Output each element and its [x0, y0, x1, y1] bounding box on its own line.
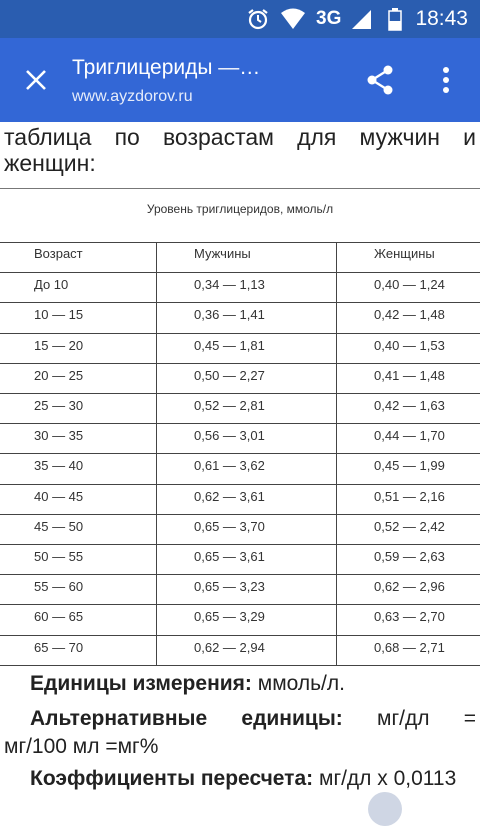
table-cell: 0,61 — 3,62 [194, 458, 265, 473]
table-cell: 0,45 — 1,99 [374, 458, 445, 473]
table-row-border [0, 363, 480, 364]
alt-units-paragraph [30, 707, 476, 731]
browser-toolbar [0, 38, 480, 122]
table-cell: 0,42 — 1,63 [374, 398, 445, 413]
status-bar [0, 0, 480, 38]
table-cell: 60 — 65 [34, 609, 84, 624]
table-row-border [0, 514, 480, 515]
page-title: Триглицериды —… [72, 56, 261, 79]
table-row-border [0, 544, 480, 545]
alt-units-value-2: мг/100 мл =мг% [4, 735, 159, 758]
table-cell: 0,63 — 2,70 [374, 609, 445, 624]
table-cell: 0,52 — 2,81 [194, 398, 265, 413]
conversion-value: мг/дл х 0,0113 [319, 767, 457, 790]
column-header: Возраст [34, 246, 83, 261]
close-icon [25, 69, 47, 91]
table-row-border [0, 604, 480, 605]
signal-icon [350, 0, 372, 38]
table-row-border [0, 393, 480, 394]
table-cell: 35 — 40 [34, 458, 84, 473]
table-cell: 10 — 15 [34, 307, 84, 322]
table-cell: 30 — 35 [34, 428, 84, 443]
table-cell: 0,40 — 1,53 [374, 338, 445, 353]
table-cell: 0,62 — 2,94 [194, 640, 265, 655]
table-cell: 0,50 — 2,27 [194, 368, 265, 383]
table-row-border [0, 484, 480, 485]
table-row-border [0, 635, 480, 636]
table-cell: 55 — 60 [34, 579, 84, 594]
more-vert-icon [442, 67, 450, 93]
table-cell: 0,65 — 3,61 [194, 549, 265, 564]
network-type: 3G [316, 8, 342, 29]
column-header: Мужчины [194, 246, 251, 261]
share-button[interactable] [358, 58, 402, 102]
page-url: www.ayzdorov.ru [72, 88, 193, 105]
table-row-border [0, 272, 480, 273]
battery-icon [388, 0, 402, 38]
share-icon [366, 65, 394, 95]
table-row-border [0, 453, 480, 454]
table-cell: До 10 [34, 277, 69, 292]
column-divider [156, 242, 157, 666]
units-label: Единицы измерения: [30, 672, 252, 695]
table-cell: 0,51 — 2,16 [374, 489, 445, 504]
table-cell: 15 — 20 [34, 338, 84, 353]
intro-text-line-1: таблица по возрастам для мужчин и [4, 124, 476, 150]
table-cell: 0,56 — 3,01 [194, 428, 265, 443]
column-header: Женщины [374, 246, 435, 261]
table-cell: 0,45 — 1,81 [194, 338, 265, 353]
intro-text-line-2: женщин: [4, 150, 96, 176]
column-divider [336, 242, 337, 666]
table-cell: 0,68 — 2,71 [374, 640, 445, 655]
table-cell: 40 — 45 [34, 489, 84, 504]
table-caption: Уровень триглицеридов, ммоль/л [146, 202, 334, 216]
table-cell: 45 — 50 [34, 519, 84, 534]
close-button[interactable] [12, 56, 60, 104]
table-cell: 0,40 — 1,24 [374, 277, 445, 292]
table-cell: 0,41 — 1,48 [374, 368, 445, 383]
table-cell: 50 — 55 [34, 549, 84, 564]
units-paragraph [30, 672, 345, 696]
table-cell: 0,34 — 1,13 [194, 277, 265, 292]
table-row-border [0, 302, 480, 303]
table-cell: 0,65 — 3,23 [194, 579, 265, 594]
table-row-border [0, 333, 480, 334]
table-cell: 0,52 — 2,42 [374, 519, 445, 534]
table-row-border [0, 574, 480, 575]
table-row-border [0, 423, 480, 424]
table-cell: 0,62 — 2,96 [374, 579, 445, 594]
table-cell: 0,65 — 3,29 [194, 609, 265, 624]
conversion-label: Коэффициенты пересчета: [30, 767, 314, 790]
table-top-border [0, 188, 480, 189]
table-cell: 0,59 — 2,63 [374, 549, 445, 564]
clock: 18:43 [415, 7, 468, 30]
table-cell: 0,65 — 3,70 [194, 519, 265, 534]
table-cell: 0,42 — 1,48 [374, 307, 445, 322]
table-cell: 0,44 — 1,70 [374, 428, 445, 443]
alarm-icon [246, 0, 270, 38]
alt-units-label: Альтернативные единицы: [30, 707, 343, 730]
floating-button[interactable] [368, 792, 402, 826]
wifi-icon [280, 0, 306, 38]
table-cell: 0,36 — 1,41 [194, 307, 265, 322]
more-options-button[interactable] [426, 58, 466, 102]
table-cell: 25 — 30 [34, 398, 84, 413]
alt-units-value-1: мг/дл = [377, 707, 477, 730]
units-value: ммоль/л. [257, 672, 345, 695]
conversion-paragraph [30, 767, 456, 791]
table-cell: 65 — 70 [34, 640, 84, 655]
table-cell: 20 — 25 [34, 368, 84, 383]
table-cell: 0,62 — 3,61 [194, 489, 265, 504]
table-header-border [0, 242, 480, 243]
table-row-border [0, 665, 480, 666]
